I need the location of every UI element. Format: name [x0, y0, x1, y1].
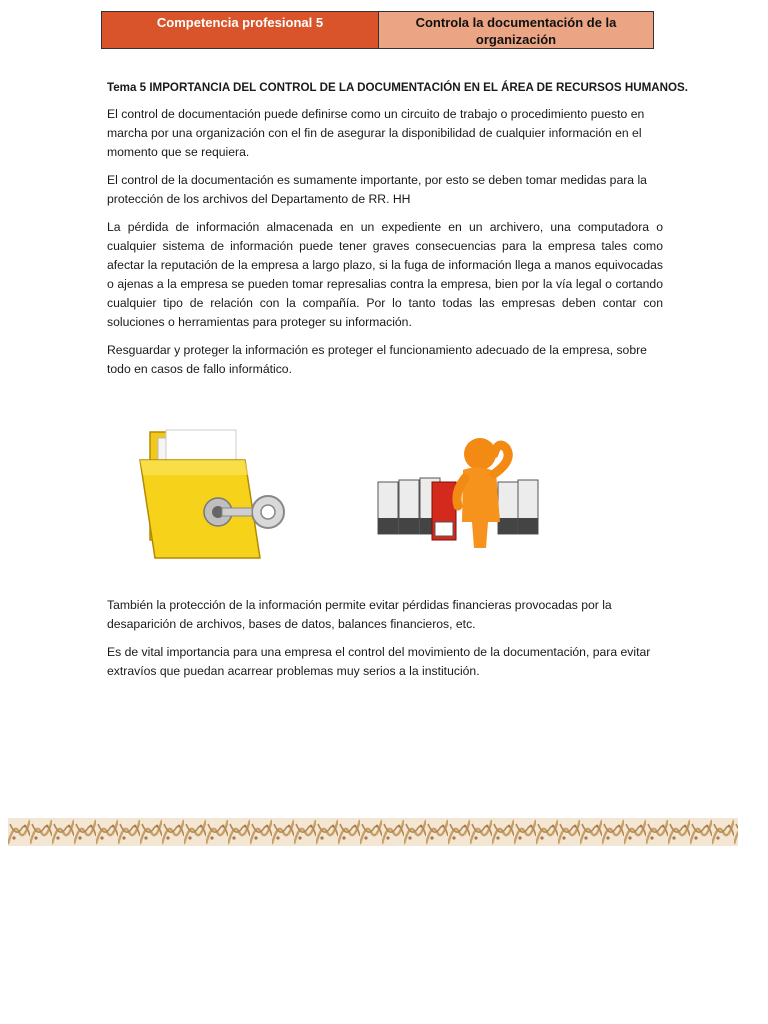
competency-description: Controla la documentación de la organización — [379, 12, 653, 48]
paragraph-5: También la protección de la información permite evitar pérdidas financieras provocadas por la desaparición de archivos, bases de datos, balances financieros, etc. — [107, 598, 612, 631]
folder-with-key-icon — [110, 420, 290, 562]
paragraph-1: El control de documentación puede definirse como un circuito de trabajo o procedimiento puesto en marcha por una organización con el fin de asegurar la disponibilidad de cualquier información en el momento que se requiera. — [107, 107, 645, 159]
section-title: Tema 5 IMPORTANCIA DEL CONTROL DE LA DOCUMENTACIÓN EN EL ÁREA DE RECURSOS HUMANOS. — [107, 81, 689, 94]
main-content — [107, 79, 689, 388]
header-table — [101, 11, 654, 49]
paragraph-2: El control de la documentación es sumamente importante, por esto se deben tomar medidas para la protección de los archivos del Departamento de RR. HH — [107, 173, 647, 206]
competency-label: Competencia profesional 5 — [102, 12, 379, 48]
person-with-binders-icon — [368, 430, 553, 558]
paragraph-6: Es de vital importancia para una empresa el control del movimiento de la documentación, para evitar extravíos que puedan acarrear problemas muy serios a la institución. — [107, 645, 651, 678]
decorative-pattern-band — [8, 818, 738, 846]
paragraph-3: La pérdida de información almacenada en un expediente en un archivero, una computadora o cualquier sistema de información puede tener graves consecuencias para la empresa tales como afectar la reputación de la empresa a largo plazo, si la fuga de información llega a manos equivocadas o ajenas a la empresa se pueden tomar represalias contra la empresa, bien por la vía legal o cortando cualquier tipo de relación con la compañía. Por lo tanto todas las empresas deben contar con soluciones o herramientas para proteger su información. — [107, 220, 663, 329]
closing-content — [107, 596, 663, 690]
paragraph-4: Resguardar y proteger la información es proteger el funcionamiento adecuado de la empresa, sobre todo en casos de fallo informático. — [107, 343, 647, 376]
illustrations — [110, 420, 560, 565]
